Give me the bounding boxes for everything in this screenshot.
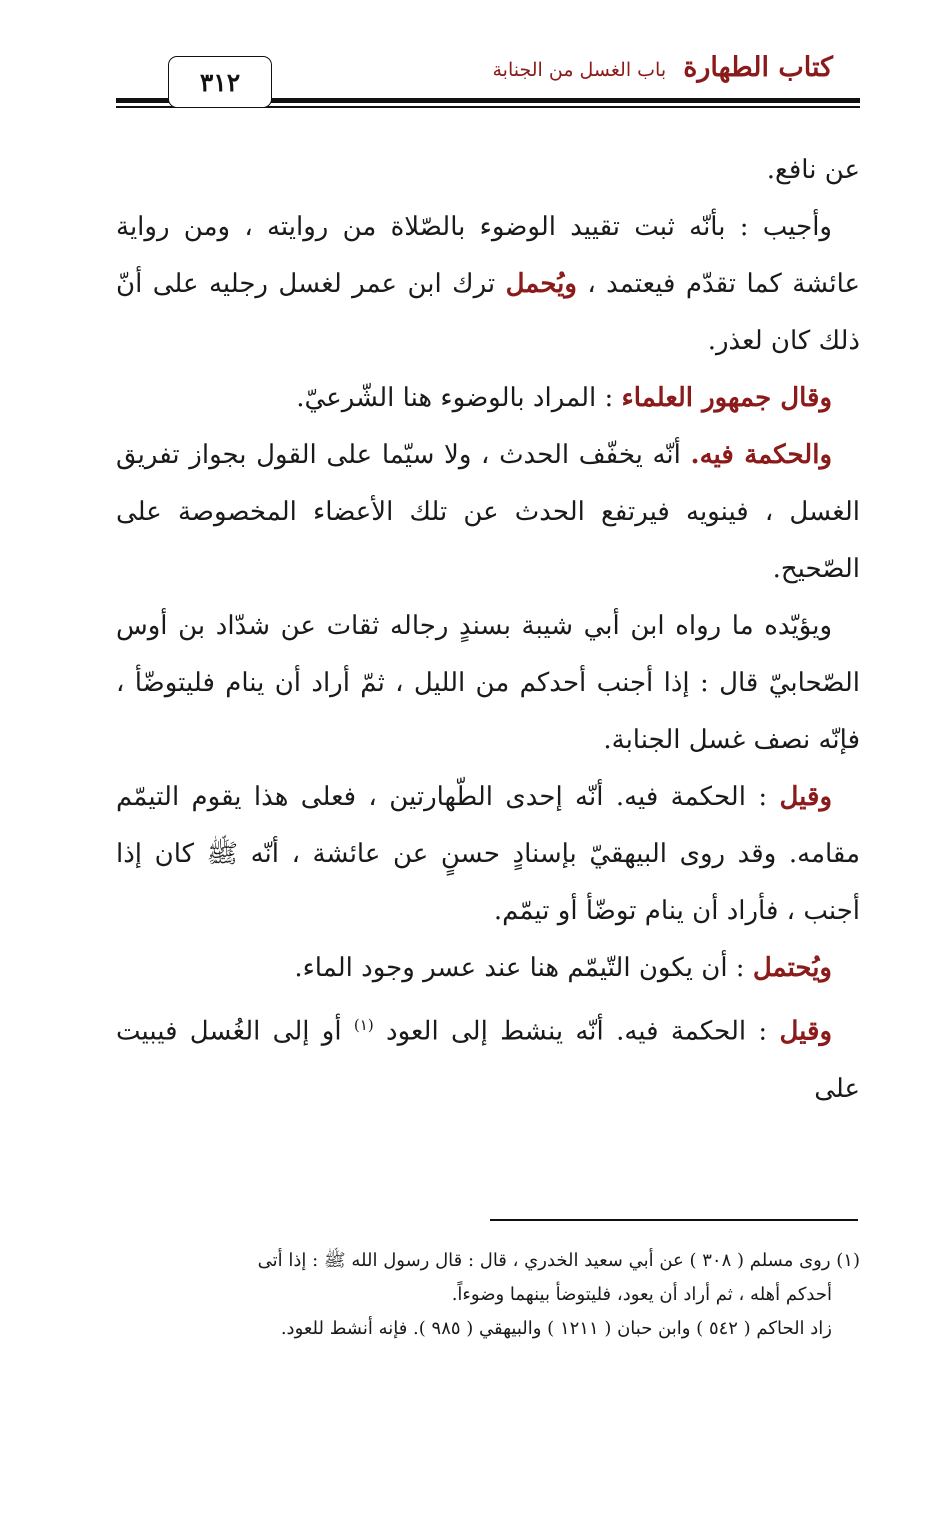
paragraph-4 [116, 427, 860, 598]
paragraph-6-highlight: وقيل [779, 782, 833, 812]
paragraph-3 [116, 370, 860, 427]
footnote-reference: (١) [353, 1016, 374, 1034]
paragraph-3-text: : المراد بالوضوء هنا الشّرعيّ. [296, 383, 614, 413]
paragraph-8 [116, 997, 860, 1118]
paragraph-2-text: وأجيب : بأنّه ثبت تقييد الوضوء بالصّلاة من روايته ، ومن رواية عائشة كما تقدّم فيعتمد ، [116, 212, 860, 299]
paragraph-2-rest: ترك ابن عمر لغسل رجليه على أنّ ذلك كان لعذر. [116, 269, 860, 356]
paragraph-8-end: أو إلى الغُسل فيبيت على [116, 1016, 860, 1104]
running-header [233, 52, 833, 83]
paragraph-2-highlight: ويُحمل [505, 269, 577, 299]
page-number-box [168, 56, 272, 108]
paragraph-1-text: عن نافع. [766, 155, 860, 185]
paragraph-2 [116, 199, 860, 370]
paragraph-8-highlight: وقيل [779, 1016, 833, 1047]
page-number: ٣١٢ [199, 67, 241, 97]
footnotes [116, 1244, 860, 1346]
paragraph-4-text: أنّه يخفّف الحدث ، ولا سيّما على القول بجواز تفريق الغسل ، فينويه فيرتفع الحدث عن تلك الأعضاء المخصوصة على الصّحيح. [116, 440, 860, 584]
paragraph-4-highlight: والحكمة فيه. [690, 440, 833, 470]
book-title: كتاب الطهارة [683, 52, 833, 83]
paragraph-5-text: ويؤيّده ما رواه ابن أبي شيبة بسندٍ رجاله ثقات عن شدّاد بن أوس الصّحابيّ قال : إذا أجنب أحدكم من الليل ، ثمّ أراد أن ينام فليتوضّأ ، فإنّه نصف غسل الجنابة. [116, 611, 860, 755]
paragraph-6-text: : الحكمة فيه. أنّه إحدى الطّهارتين ، فعلى هذا يقوم التيمّم مقامه. وقد روى البيهقيّ بإسنادٍ حسنٍ عن عائشة ، أنّه ﷺ كان إذا أجنب ، فأراد أن ينام توضّأ أو تيمّم. [116, 782, 860, 926]
footnote-1-line-2: أحدكم أهله ، ثم أراد أن يعود، فليتوضأ بينهما وضوءاً. [451, 1284, 832, 1305]
paragraph-8-text: : الحكمة فيه. أنّه ينشط إلى العود [385, 1016, 768, 1047]
chapter-title: باب الغسل من الجنابة [492, 59, 667, 81]
footnote-divider [490, 1219, 858, 1221]
paragraph-1 [116, 142, 860, 199]
paragraph-5 [116, 598, 860, 769]
paragraph-7-highlight: ويُحتمل [752, 953, 832, 983]
paragraph-3-highlight: وقال جمهور العلماء [621, 383, 832, 413]
body-text [116, 142, 860, 1118]
paragraph-6 [116, 769, 860, 940]
paragraph-7-text: : أن يكون التّيمّم هنا عند عسر وجود الماء. [294, 953, 745, 983]
paragraph-7 [116, 940, 860, 997]
footnote-1-line-3: زاد الحاكم ( ٥٤٢ ) وابن حبان ( ١٢١١ ) والبيهقي ( ٩٨٥ ). فإنه أنشط للعود. [280, 1318, 832, 1339]
footnote-1-line-1: (١) روى مسلم ( ٣٠٨ ) عن أبي سعيد الخدري ، قال : قال رسول الله ﷺ : إذا أتى [257, 1250, 860, 1271]
